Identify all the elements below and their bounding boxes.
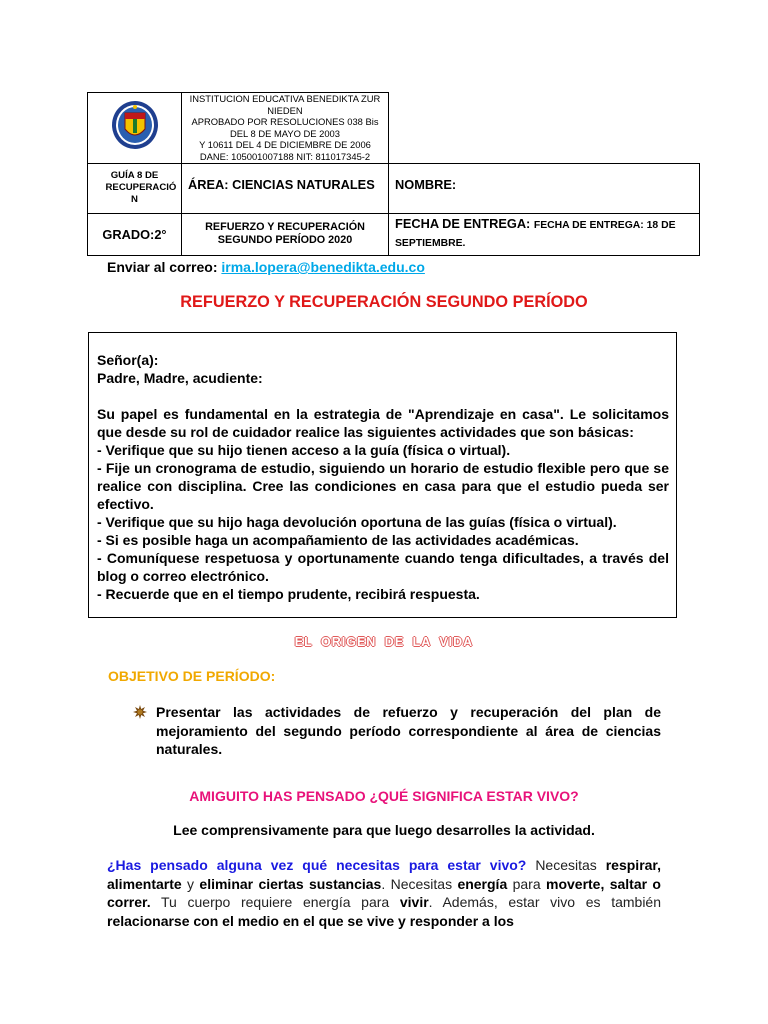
- institution-name: INSTITUCION EDUCATIVA BENEDIKTA ZUR NIEDEN: [189, 93, 381, 116]
- refuerzo-line-2: SEGUNDO PERÍODO 2020: [217, 234, 353, 247]
- fecha-value: FECHA DE ENTREGA: 18 DE SEPTIEMBRE.: [395, 220, 676, 250]
- main-title: REFUERZO Y RECUPERACIÓN SEGUNDO PERÍODO: [180, 293, 588, 311]
- letter-item: - Comuníquese respetuosa y oportunamente cuando tenga dificultades, a través del blog o correo electrónico.: [97, 550, 669, 584]
- paragraph-bold: energía: [457, 875, 508, 892]
- paragraph-question: ¿Has pensado alguna vez qué necesitas para estar vivo?: [107, 857, 527, 873]
- paragraph-bold: respirar, alimentarte: [107, 857, 661, 892]
- email-label: Enviar al correo:: [107, 259, 218, 275]
- paragraph-bold: relacionarse con el medio en el que se vive y responder a los: [107, 912, 514, 929]
- refuerzo-cell: [182, 213, 389, 255]
- fecha-label: FECHA DE ENTREGA:: [395, 216, 531, 232]
- nombre-cell: NOMBRE:: [389, 163, 700, 213]
- paragraph-text: Tu cuerpo requiere energía para: [150, 894, 400, 910]
- paragraph-text: . Además, estar vivo es también: [428, 894, 661, 910]
- school-seal-logo: [110, 99, 160, 151]
- parent-letter-box: [88, 332, 677, 618]
- paragraph-text: para: [507, 875, 546, 892]
- letter-item: - Fije un cronograma de estudio, siguiendo un horario de estudio flexible pero que se realice con disciplina. Cree las condiciones en casa para que el estudio pueda ser efectivo.: [97, 460, 669, 512]
- header-table: [87, 92, 700, 256]
- grado-cell: GRADO:2°: [88, 213, 182, 255]
- letter-intro: Su papel es fundamental en la estrategia de "Aprendizaje en casa". Le solicitamos que desde su rol de cuidador realice las siguientes actividades que son básicas:: [97, 406, 669, 440]
- question-heading: AMIGUITO HAS PENSADO ¿QUÉ SIGNIFICA ESTAR VIVO?: [189, 788, 579, 804]
- letter-item: - Verifique que su hijo haga devolución oportuna de las guías (física o virtual).: [97, 514, 617, 530]
- section-title-origen: EL ORIGEN DE LA VIDA: [294, 635, 474, 649]
- objetivo-label: OBJETIVO DE PERÍODO:: [108, 668, 276, 684]
- guide-label-text: GUÍA 8 DE RECUPERACIÓ N: [105, 170, 177, 206]
- paragraph-text: y: [181, 875, 200, 892]
- sun-bullet-icon: [133, 705, 147, 719]
- refuerzo-line-1: REFUERZO Y RECUPERACIÓN: [205, 221, 365, 234]
- reading-paragraph: [107, 856, 661, 930]
- area-cell: ÁREA: CIENCIAS NATURALES: [182, 163, 389, 213]
- letter-greeting-1: Señor(a):: [97, 352, 159, 368]
- paragraph-bold: vivir: [399, 894, 429, 910]
- objetivo-text: Presentar las actividades de refuerzo y recuperación del plan de mejoramiento del segundo período correspondiente al área de ciencias naturales.: [156, 704, 661, 757]
- guide-label: [88, 163, 182, 213]
- email-link[interactable]: irma.lopera@benedikta.edu.co: [221, 259, 425, 275]
- reading-instruction: Lee comprensivamente para que luego desarrolles la actividad.: [173, 822, 595, 838]
- paragraph-text: . Necesitas: [381, 875, 458, 892]
- institution-dane-nit: DANE: 105001007188 NIT: 811017345-2: [199, 150, 371, 162]
- email-line: [107, 259, 425, 275]
- letter-item: - Recuerde que en el tiempo prudente, recibirá respuesta.: [97, 586, 480, 602]
- institution-resolution: APROBADO POR RESOLUCIONES 038 Bis DEL 8 DE MAYO DE 2003: [191, 116, 379, 139]
- logo-cell: [88, 93, 182, 164]
- letter-item: - Si es posible haga un acompañamiento de las actividades académicas.: [97, 532, 579, 548]
- fecha-cell: [389, 213, 700, 255]
- paragraph-bold: eliminar ciertas sustancias: [199, 875, 382, 892]
- letter-item: - Verifique que su hijo tienen acceso a la guía (física o virtual).: [97, 442, 511, 458]
- institution-resolution-2: Y 10611 DEL 4 DE DICIEMBRE DE 2006: [199, 139, 371, 151]
- institution-info: [182, 93, 389, 164]
- paragraph-bold: moverte, saltar o correr.: [107, 875, 661, 910]
- letter-greeting-2: Padre, Madre, acudiente:: [97, 370, 263, 386]
- paragraph-text: Necesitas: [526, 857, 606, 873]
